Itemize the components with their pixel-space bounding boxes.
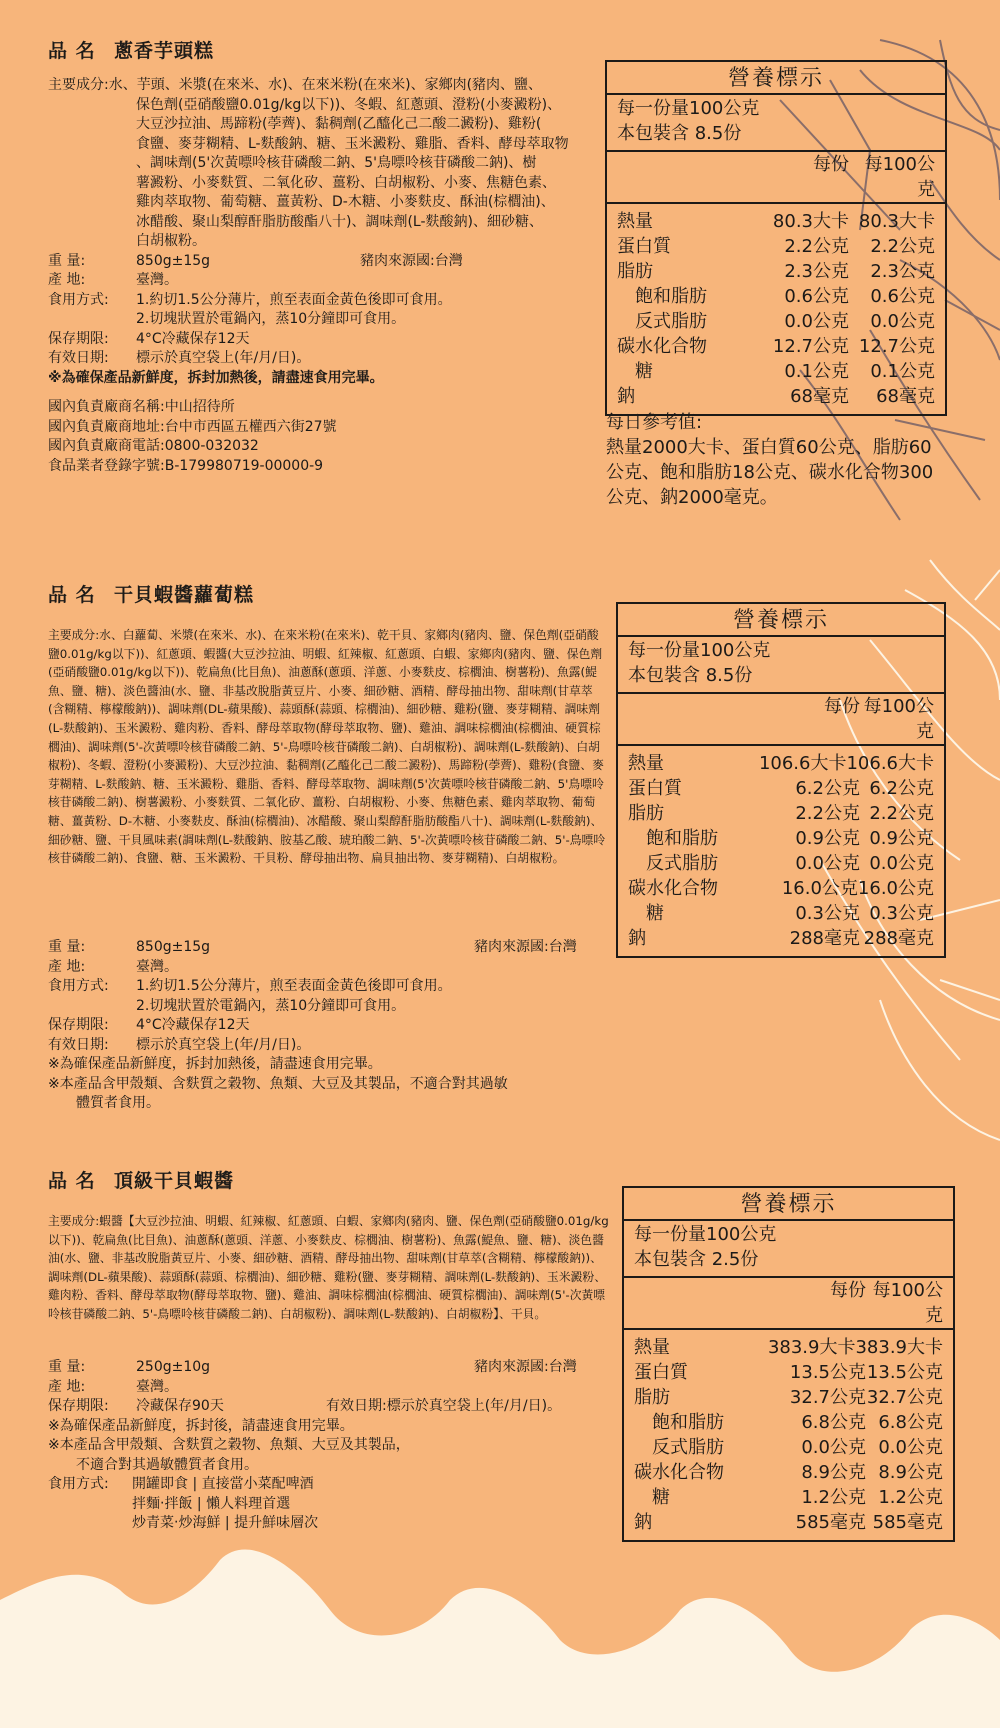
storage-label: 保存期限: [48, 330, 109, 347]
product-title [48, 580, 254, 607]
per-serving-value: 2.3公克 [784, 261, 849, 282]
ingredients-line: 水、芋頭、米漿(在來米、水)、在來米粉(在來米)、家鄉肉(豬肉、鹽、 [108, 77, 543, 93]
nutrition-row [607, 234, 945, 259]
product-info [48, 1358, 618, 1534]
weight-value: 850g±15g [136, 252, 211, 269]
nutrition-table [616, 602, 946, 958]
nutrient-name: 鈉 [628, 928, 646, 949]
nutrient-name: 脂肪 [617, 261, 653, 282]
nutrient-name: 糖 [635, 361, 653, 382]
cream-drip-shape [0, 1550, 1000, 1728]
product-name: 頂級干貝蝦醬 [114, 1170, 235, 1192]
nutrient-name: 脂肪 [628, 803, 664, 824]
per-serving-value: 1.2公克 [801, 1487, 866, 1508]
ingredients-text: 水、白蘿蔔、米漿(在來米、水)、在來米粉(在來米)、乾干貝、家鄉肉(豬肉、鹽、保色劑(亞硝酸鹽0.01g/kg以下))、紅蔥頭、蝦醬(大豆沙拉油、明蝦、紅辣椒、紅蔥頭、白蝦、家鄉肉(豬肉、鹽、保色劑(亞硝酸鹽0.01g/kg以下))、乾扁魚(比目魚)、油蔥酥(蔥頭、洋蔥、小麥麩皮、棕櫚油、樹薯粉)、魚露(鯷魚、鹽、糖)、淡色醬油(水、鹽、非基改脫脂黃豆片、小麥、細砂糖、酒精、酵母抽出物、甜味劑(甘草萃(含糊精、檸檬酸鈉))、調味劑(DL-蘋果酸)、蒜頭酥(蒜頭、棕櫚油)、細砂糖、雞粉(鹽、麥芽糊精、調味劑(L-麩酸鈉)、玉米澱粉、雞肉粉、香料、酵母萃取物(酵母萃取物、鹽)、雞油、調味棕櫚油(棕櫚油、硬質棕櫚油)、調味劑(5'-次黃嘌呤核苷磷酸二鈉、5'-鳥嘌呤核苷磷酸二鈉)、白胡椒粉)、調味劑(L-麩酸鈉)、白胡椒粉)、冬蝦、澄粉(小麥澱粉)、大豆沙拉油、黏稠劑(乙醯化己二酸二澱粉)、馬蹄粉(荸薺)、雞粉(食鹽、麥芽糊精、L-麩酸鈉、糖、玉米澱粉、雞脂、香料、酵母萃取物、調味劑(5'次黃嘌呤核苷磷酸二鈉、5'鳥嘌呤核苷磷酸二鈉)、樹薯澱粉、小麥麩質、二氧化矽、薑粉、白胡椒粉、小麥、焦糖色素、雞肉萃取物、葡萄糖、薑黃粉、D-木糖、小麥麩皮、酥油(棕櫚油)、冰醋酸、聚山梨醇酐脂肪酸酯八十)、調味劑(L-麩酸鈉)、細砂糖、鹽、干貝風味素(調味劑(L-麩酸鈉、胺基乙酸、琥珀酸二鈉、5'-次黃嘌呤核苷磷酸二鈉、5'-鳥嘌呤核苷磷酸二鈉)、食鹽、糖、玉米澱粉、干貝粉、酵母抽出物、扁貝抽出物、麥芽糊精)、白胡椒粉。 [48, 628, 606, 866]
servings-per-pack: 本包裝含 8.5份 [617, 123, 742, 144]
usage-line: 開罐即食 | 直接當小菜配啤酒 [132, 1476, 314, 1492]
nutrient-name: 飽和脂肪 [635, 286, 707, 307]
usage-line: 2.切塊狀置於電鍋內，蒸10分鐘即可食用。 [136, 997, 406, 1014]
allergen-note: 體質者食用。 [76, 1095, 160, 1111]
nutrition-row [624, 1335, 953, 1360]
origin-value: 臺灣。 [136, 1378, 178, 1395]
nutrition-row [607, 259, 945, 284]
per-100g-value: 2.2公克 [870, 236, 935, 257]
product-name: 干貝蝦醬蘿蔔糕 [114, 584, 255, 606]
per-serving-value: 0.0公克 [784, 311, 849, 332]
per-serving-value: 383.9大卡 [767, 1337, 856, 1358]
freshness-note: ※為確保產品新鮮度，拆封加熱後，請盡速食用完畢。 [48, 369, 384, 386]
nutrient-name: 蛋白質 [617, 236, 671, 257]
product-title [48, 36, 214, 63]
allergen-note: 不適合對其過敏體質者食用。 [76, 1456, 258, 1473]
per-100g-value: 2.3公克 [870, 261, 935, 282]
nutrition-row [607, 359, 945, 384]
per-serving-value: 0.0公克 [801, 1437, 866, 1458]
nutrient-name: 糖 [652, 1487, 670, 1508]
nutrition-row [624, 1360, 953, 1385]
usage-line: 炒青菜‧炒海鮮 | 提升鮮味層次 [132, 1515, 319, 1531]
per-100g-value: 8.9公克 [878, 1462, 943, 1483]
usage-line: 1.約切1.5公分薄片，煎至表面金黃色後即可食用。 [136, 978, 452, 994]
nutrition-row [607, 309, 945, 334]
nutrition-title: 營養標示 [618, 604, 944, 637]
expiry-value: 標示於真空袋上(年/月/日)。 [136, 1036, 311, 1053]
nutrient-name: 反式脂肪 [652, 1437, 724, 1458]
per-100g-value: 12.7公克 [858, 336, 935, 357]
nutrient-name: 飽和脂肪 [646, 828, 718, 849]
per-serving-value: 16.0公克 [781, 878, 858, 899]
per-100g-value: 80.3大卡 [858, 211, 935, 232]
nutrient-name: 熱量 [634, 1337, 670, 1358]
origin-value: 臺灣。 [136, 958, 178, 975]
daily-line: 公克、飽和脂肪18公克、碳水化合物300 [606, 462, 934, 483]
serving-size: 每一份量100公克 [634, 1224, 777, 1245]
nutrient-name: 飽和脂肪 [652, 1412, 724, 1433]
storage-label: 保存期限: [48, 1017, 109, 1033]
nutrition-row [607, 209, 945, 234]
name-label: 品 名 [48, 584, 96, 606]
company-line: 國內負責廠商地址:台中市西區五權西六街27號 [48, 418, 337, 435]
per-serving-value: 585毫克 [795, 1512, 866, 1533]
nutrition-row [624, 1510, 953, 1535]
nutrition-row [624, 1385, 953, 1410]
per-100g-value: 1.2公克 [878, 1487, 943, 1508]
origin-label: 產 地: [48, 1378, 86, 1395]
pork-origin: 豬肉來源國:台灣 [474, 1359, 577, 1375]
per-serving-value: 0.0公克 [795, 853, 860, 874]
ingredients-block [48, 626, 608, 868]
ingredients-line: 雞肉萃取物、葡萄糖、薑黃粉、D-木糖、小麥麩皮、酥油(棕櫚油)、 [136, 194, 555, 210]
nutrition-row [607, 284, 945, 309]
nutrient-name: 蛋白質 [628, 778, 682, 799]
column-header: 每份 [824, 696, 860, 717]
origin-value: 臺灣。 [136, 272, 178, 288]
ingredients-label: 主要成分: [48, 1214, 100, 1228]
per-serving-value: 68毫克 [790, 386, 849, 407]
ingredients-line: 白胡椒粉。 [136, 233, 206, 249]
storage-value: 4°C冷藏保存12天 [136, 330, 250, 347]
ingredients-line: 大豆沙拉油、馬蹄粉(荸薺)、黏稠劑(乙醯化己二酸二澱粉)、雞粉( [136, 116, 542, 132]
ingredients-text: 蝦醬【大豆沙拉油、明蝦、紅辣椒、紅蔥頭、白蝦、家鄉肉(豬肉、鹽、保色劑(亞硝酸鹽0.01g/kg以下))、乾扁魚(比目魚)、油蔥酥(蔥頭、洋蔥、小麥麩皮、棕櫚油、樹薯粉)、魚露(鯷魚、鹽、糖)、淡色醬油(水、鹽、非基改脫脂黃豆片、小麥、細砂糖、酒精、酵母抽出物、甜味劑(甘草萃(含糊精、檸檬酸鈉))、調味劑(DL-蘋果酸)、蒜頭酥(蒜頭、棕櫚油)、細砂糖、雞粉(鹽、麥芽糊精、調味劑(L-麩酸鈉)、玉米澱粉、雞肉粉、香料、酵母萃取物(酵母萃取物、鹽)、雞油、調味棕櫚油(棕櫚油、硬質棕櫚油)、調味劑(5'-次黃嘌呤核苷磷酸二鈉、5'-鳥嘌呤核苷磷酸二鈉)、白胡椒粉)、調味劑(L-麩酸鈉)、白胡椒粉】、干貝。 [48, 1214, 609, 1321]
nutrition-title: 營養標示 [624, 1188, 953, 1221]
per-100g-value: 2.2公克 [869, 803, 934, 824]
name-label: 品 名 [48, 1170, 96, 1192]
nutrition-row [618, 801, 944, 826]
product-info [48, 76, 588, 476]
per-serving-value: 288毫克 [789, 928, 860, 949]
storage-value: 4°C冷藏保存12天 [136, 1017, 250, 1033]
per-serving-value: 0.3公克 [795, 903, 860, 924]
origin-label: 產 地: [48, 958, 86, 975]
nutrition-row [618, 776, 944, 801]
nutrient-name: 碳水化合物 [617, 336, 707, 357]
usage-label: 食用方式: [48, 291, 109, 308]
nutrition-title: 營養標示 [607, 62, 945, 95]
usage-label: 食用方式: [48, 978, 109, 994]
nutrient-name: 碳水化合物 [634, 1462, 724, 1483]
per-serving-value: 106.6大卡 [758, 753, 847, 774]
allergen-note: ※本產品含甲殼類、含麩質之穀物、魚類、大豆及其製品， [48, 1437, 410, 1453]
per-100g-value: 6.2公克 [869, 778, 934, 799]
per-serving-value: 13.5公克 [789, 1362, 866, 1383]
column-header: 每份 [830, 1280, 866, 1301]
nutrient-name: 熱量 [617, 211, 653, 232]
per-100g-value: 0.9公克 [869, 828, 934, 849]
expiry-value: 標示於真空袋上(年/月/日)。 [136, 350, 311, 366]
column-header: 每100公克 [864, 154, 935, 200]
ingredients-line: 冰醋酸、聚山梨醇酐脂肪酸酯八十)、調味劑(L-麩酸鈉)、細砂糖、 [136, 213, 543, 230]
nutrient-name: 熱量 [628, 753, 664, 774]
daily-line: 熱量2000大卡、蛋白質60公克、脂肪60 [606, 437, 932, 458]
product-title [48, 1166, 234, 1193]
per-serving-value: 0.1公克 [784, 361, 849, 382]
daily-line: 公克、鈉2000毫克。 [606, 487, 778, 508]
per-serving-value: 8.9公克 [801, 1462, 866, 1483]
ingredients-line: 薯澱粉、小麥麩質、二氧化矽、薑粉、白胡椒粉、小麥、焦糖色素、 [136, 174, 556, 191]
pork-origin: 豬肉來源國:台灣 [360, 252, 463, 269]
product-info [48, 938, 608, 1114]
expiry-label: 有效日期: [48, 1036, 109, 1053]
nutrition-rows [624, 1330, 953, 1540]
per-serving-value: 12.7公克 [772, 336, 849, 357]
nutrient-name: 鈉 [617, 386, 635, 407]
column-header: 每100公克 [863, 696, 934, 742]
weight-label: 重 量: [48, 939, 86, 955]
nutrition-row [607, 384, 945, 409]
ingredients-line: 、調味劑(5'次黃嘌呤核苷磷酸二鈉、5'鳥嘌呤核苷磷酸二鈉)、樹 [136, 155, 537, 171]
pork-origin: 豬肉來源國:台灣 [474, 939, 577, 955]
ingredients-label: 主要成分: [48, 77, 109, 93]
per-100g-value: 288毫克 [863, 928, 934, 949]
per-100g-value: 383.9大卡 [855, 1337, 943, 1358]
per-100g-value: 0.0公克 [869, 853, 934, 874]
storage-label: 保存期限: [48, 1398, 109, 1414]
nutrition-row [624, 1485, 953, 1510]
ingredients-line: 保色劑(亞硝酸鹽0.01g/kg以下))、冬蝦、紅蔥頭、澄粉(小麥澱粉)、 [136, 96, 562, 113]
nutrition-row [618, 826, 944, 851]
nutrition-table [605, 60, 947, 416]
per-serving-value: 32.7公克 [789, 1387, 866, 1408]
daily-reference [606, 410, 951, 510]
servings-per-pack: 本包裝含 8.5份 [628, 665, 753, 686]
nutrient-name: 鈉 [634, 1512, 652, 1533]
nutrition-table [622, 1186, 955, 1542]
per-100g-value: 0.0公克 [870, 311, 935, 332]
per-100g-value: 32.7公克 [866, 1387, 943, 1408]
expiry-label: 有效日期: [48, 350, 109, 366]
per-100g-value: 68毫克 [876, 386, 935, 407]
nutrition-row [618, 751, 944, 776]
per-100g-value: 585毫克 [872, 1512, 943, 1533]
nutrient-name: 糖 [646, 903, 664, 924]
nutrient-name: 反式脂肪 [635, 311, 707, 332]
per-100g-value: 6.8公克 [878, 1412, 943, 1433]
company-line: 國內負責廠商電話:0800-032032 [48, 438, 259, 454]
ingredients-block [48, 1212, 613, 1324]
per-100g-value: 13.5公克 [866, 1362, 943, 1383]
daily-label: 每日參考值: [606, 412, 703, 433]
per-100g-value: 0.6公克 [870, 286, 935, 307]
freshness-note: ※為確保產品新鮮度，拆封後，請盡速食用完畢。 [48, 1417, 354, 1434]
usage-line: 1.約切1.5公分薄片，煎至表面金黃色後即可食用。 [136, 291, 452, 308]
product-name: 蔥香芋頭糕 [114, 40, 215, 62]
per-serving-value: 2.2公克 [784, 236, 849, 257]
nutrition-rows [618, 746, 944, 956]
usage-line: 2.切塊狀置於電鍋內，蒸10分鐘即可食用。 [136, 311, 406, 327]
per-serving-value: 0.6公克 [784, 286, 849, 307]
nutrient-name: 蛋白質 [634, 1362, 688, 1383]
per-serving-value: 6.8公克 [801, 1412, 866, 1433]
nutrition-rows [607, 204, 945, 414]
per-100g-value: 0.3公克 [869, 903, 934, 924]
allergen-note: ※本產品含甲殼類、含麩質之穀物、魚類、大豆及其製品，不適合對其過敏 [48, 1075, 508, 1092]
origin-label: 產 地: [48, 272, 86, 288]
company-line: 國內負責廠商名稱:中山招待所 [48, 399, 235, 415]
usage-line: 拌麵‧拌飯 | 懶人料理首選 [132, 1495, 291, 1512]
nutrient-name: 脂肪 [634, 1387, 670, 1408]
servings-per-pack: 本包裝含 2.5份 [634, 1249, 759, 1270]
column-header: 每100公克 [872, 1280, 943, 1326]
per-serving-value: 80.3大卡 [772, 211, 849, 232]
name-label: 品 名 [48, 40, 96, 62]
company-line: 食品業者登錄字號:B-179980719-00000-9 [48, 457, 324, 474]
serving-size: 每一份量100公克 [628, 640, 771, 661]
nutrition-row [618, 876, 944, 901]
nutrient-name: 反式脂肪 [646, 853, 718, 874]
per-serving-value: 0.9公克 [795, 828, 860, 849]
nutrition-row [618, 851, 944, 876]
nutrition-row [607, 334, 945, 359]
weight-label: 重 量: [48, 252, 86, 269]
per-serving-value: 2.2公克 [795, 803, 860, 824]
weight-value: 850g±15g [136, 939, 211, 955]
ingredients-label: 主要成分: [48, 628, 100, 642]
nutrition-row [618, 926, 944, 951]
nutrition-row [624, 1460, 953, 1485]
expiry-value: 標示於真空袋上(年/月/日)。 [386, 1398, 562, 1414]
weight-label: 重 量: [48, 1359, 86, 1375]
serving-size: 每一份量100公克 [617, 98, 760, 119]
nutrition-row [618, 901, 944, 926]
ingredients-line: 食鹽、麥芽糊精、L-麩酸鈉、糖、玉米澱粉、雞脂、香料、酵母萃取物 [136, 135, 569, 152]
nutrient-name: 碳水化合物 [628, 878, 718, 899]
per-100g-value: 106.6大卡 [846, 753, 934, 774]
per-100g-value: 16.0公克 [857, 878, 934, 899]
per-100g-value: 0.0公克 [878, 1437, 943, 1458]
expiry-label: 有效日期: [326, 1398, 387, 1414]
column-header: 每份 [813, 154, 849, 175]
usage-label: 食用方式: [48, 1476, 109, 1492]
per-serving-value: 6.2公克 [795, 778, 860, 799]
freshness-note: ※為確保產品新鮮度，拆封加熱後，請盡速食用完畢。 [48, 1056, 382, 1072]
nutrition-row [624, 1435, 953, 1460]
weight-value: 250g±10g [136, 1359, 211, 1375]
per-100g-value: 0.1公克 [870, 361, 935, 382]
storage-value: 冷藏保存90天 [136, 1398, 224, 1414]
nutrition-row [624, 1410, 953, 1435]
